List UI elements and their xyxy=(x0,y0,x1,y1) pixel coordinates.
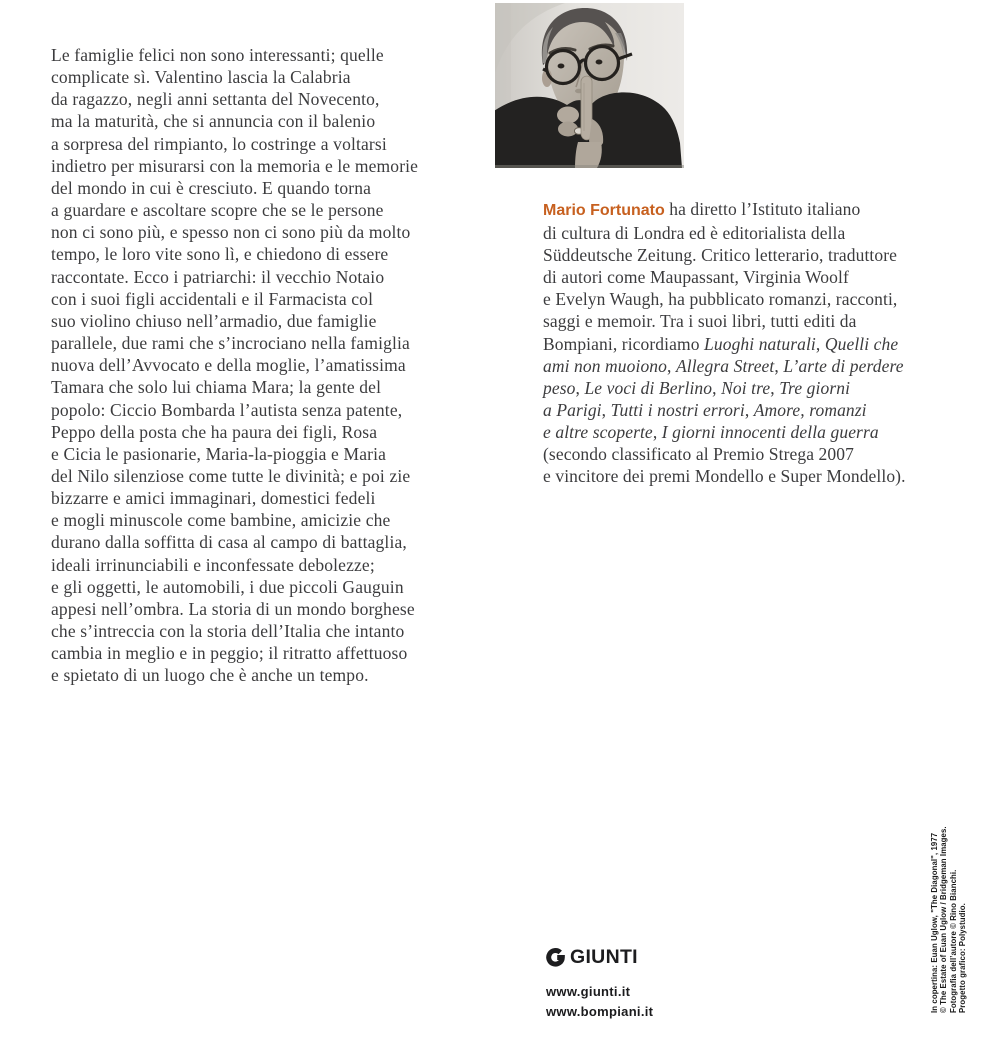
text-line: a sorpresa del rimpianto, lo costringe a voltarsi xyxy=(51,133,387,154)
text-line xyxy=(543,443,979,465)
text-segment: , xyxy=(712,377,722,398)
text-line: Tamara che solo lui chiama Mara; la gente del xyxy=(51,377,382,398)
text-segment: , xyxy=(744,399,754,420)
book-title: Luoghi naturali xyxy=(704,333,816,354)
text-line: Fotografia dell’autore © Rino Bianchi. xyxy=(948,869,958,1013)
text-segment: , xyxy=(575,377,585,398)
credits-box xyxy=(930,826,968,1013)
text-line: Progetto grafico: Polystudio. xyxy=(957,903,967,1013)
author-name: Mario Fortunato xyxy=(543,202,665,219)
text-line: e Cicia le pasionarie, Maria-la-pioggia e Maria xyxy=(51,443,387,464)
text-line xyxy=(543,244,979,266)
text-line: da ragazzo, negli anni settanta del Novecento, xyxy=(51,89,380,110)
text-line xyxy=(543,355,979,377)
text-segment: , xyxy=(815,333,825,354)
text-line: raccontate. Ecco i patriarchi: il vecchio Notaio xyxy=(51,266,385,287)
text-line xyxy=(543,266,979,288)
book-title: Le voci di Berlino xyxy=(584,377,713,398)
publisher-block xyxy=(546,946,653,1021)
text-line: popolo: Ciccio Bombarda l’autista senza patente, xyxy=(51,399,403,420)
text-segment: , xyxy=(652,421,662,442)
text-line: bizzarre e amici immaginari, domestici fedeli xyxy=(51,488,376,509)
text-line: cambia in meglio e in peggio; il ritratto affettuoso xyxy=(51,643,408,664)
text-line: con i suoi figli accidentali e il Farmacista col xyxy=(51,288,374,309)
text-segment: (secondo classificato al Premio Strega 2007 xyxy=(543,444,854,465)
text-line: del mondo in cui è cresciuto. E quando torna xyxy=(51,177,372,198)
text-line: indietro per misurarsi con la memoria e le memorie xyxy=(51,155,419,176)
text-line: © The Estate of Euan Uglow / Bridgeman Images. xyxy=(939,826,949,1013)
text-segment: e Evelyn Waugh, ha pubblicato romanzi, racconti, xyxy=(543,289,898,310)
text-line xyxy=(543,222,979,244)
book-title: Allegra Street xyxy=(675,355,775,376)
text-line: tempo, le loro vite sono lì, e chiedono di essere xyxy=(51,244,389,265)
text-line: durano dalla soffitta di casa al campo di battaglia, xyxy=(51,532,407,553)
text-line: parallele, due rami che s’incrociano nella famiglia xyxy=(51,333,410,354)
text-segment: di autori come Maupassant, Virginia Woolf xyxy=(543,267,849,288)
text-line xyxy=(543,465,979,487)
text-line xyxy=(543,310,979,332)
book-title: L’arte di perdere xyxy=(783,355,904,376)
text-line: nuova dell’Avvocato e della moglie, l’amatissima xyxy=(51,355,406,376)
text-line: e spietato di un luogo che è anche un tempo. xyxy=(51,665,369,686)
text-segment: , xyxy=(601,399,611,420)
text-line: appesi nell’ombra. La storia di un mondo borghese xyxy=(51,598,415,619)
giunti-url: www.giunti.it xyxy=(546,984,631,999)
text-line: Peppo della posta che ha paura dei figli, Rosa xyxy=(51,421,378,442)
book-title: Tre giorni xyxy=(779,377,851,398)
text-line: che s’intreccia con la storia dell’Italia che intanto xyxy=(51,621,405,642)
book-title: a Parigi xyxy=(543,399,602,420)
text-segment: saggi e memoir. Tra i suoi libri, tutti editi da xyxy=(543,311,857,332)
text-line xyxy=(543,377,979,399)
author-photo xyxy=(495,3,684,168)
text-line: ideali irrinunciabili e inconfessate debolezze; xyxy=(51,554,375,575)
book-title: Tutti i nostri errori xyxy=(610,399,745,420)
text-line xyxy=(543,288,979,310)
text-line: del Nilo silenziose come tutte le divinità; e poi zie xyxy=(51,465,411,486)
text-line: complicate sì. Valentino lascia la Calabria xyxy=(51,67,351,88)
book-title: Quelli che xyxy=(824,333,899,354)
text-segment: e vincitore dei premi Mondello e Super Mondello). xyxy=(543,466,906,487)
text-segment: , xyxy=(667,355,676,376)
text-line: Le famiglie felici non sono interessanti; quelle xyxy=(51,45,384,65)
text-line xyxy=(543,421,979,443)
book-title: ami non muoiono xyxy=(543,355,667,376)
text-line xyxy=(543,399,979,421)
text-segment: , xyxy=(774,355,784,376)
text-segment: di cultura di Londra ed è editorialista della xyxy=(543,223,846,244)
book-description xyxy=(51,44,487,687)
author-bio xyxy=(543,198,979,487)
text-line: In copertina: Euan Uglow, "The Diagonal", 1977 xyxy=(930,832,939,1013)
text-line: suo violino chiuso nell’armadio, due famiglie xyxy=(51,310,377,331)
book-title: peso xyxy=(543,377,576,398)
giunti-g-icon xyxy=(546,948,565,967)
author-portrait-illustration xyxy=(495,3,684,168)
publisher-websites xyxy=(546,982,653,1021)
text-line: e gli oggetti, le automobili, i due piccoli Gauguin xyxy=(51,576,404,597)
bompiani-url: www.bompiani.it xyxy=(546,1003,654,1019)
text-line xyxy=(543,333,979,355)
book-title: Noi tre xyxy=(721,377,771,398)
text-line: a guardare e ascoltare scopre che se le persone xyxy=(51,200,384,221)
text-segment: ha diretto l’Istituto italiano xyxy=(664,199,861,219)
text-segment: Süddeutsche Zeitung. Critico letterario, traduttore xyxy=(543,245,898,266)
giunti-logo-text: GIUNTI xyxy=(570,946,638,968)
cover-credits xyxy=(930,826,968,1013)
text-line: e mogli minuscole come bambine, amicizie che xyxy=(51,510,391,531)
text-line: non ci sono più, e spesso non ci sono più da molto xyxy=(51,222,411,243)
giunti-logo xyxy=(546,946,653,969)
text-segment: Bompiani, ricordiamo xyxy=(543,333,705,354)
text-line: ma la maturità, che si annuncia con il balenio xyxy=(51,111,376,132)
book-title: e altre scoperte xyxy=(543,421,653,442)
text-line xyxy=(543,198,979,222)
book-title: I giorni innocenti della guerra xyxy=(661,421,879,442)
book-title: Amore, romanzi xyxy=(753,399,867,420)
text-segment: , xyxy=(770,377,780,398)
